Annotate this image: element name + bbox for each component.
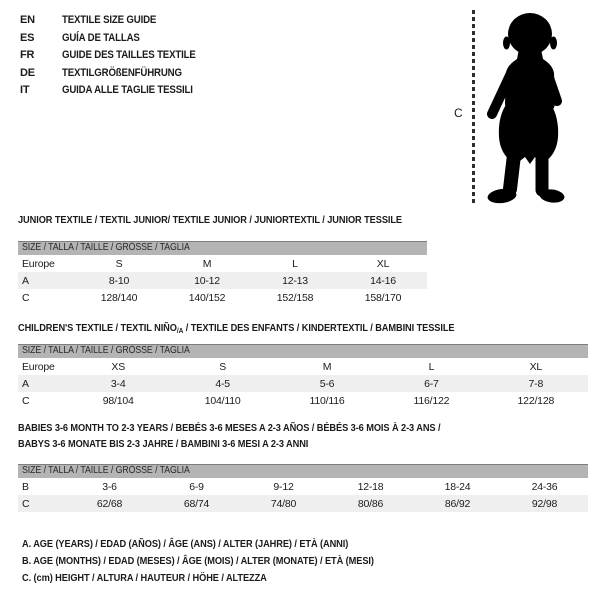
table-cell: XS (111, 360, 125, 373)
table-cell: 5-6 (319, 377, 335, 390)
table-cell: 110/116 (309, 394, 345, 407)
toddler-silhouette-graphic (483, 7, 573, 207)
children-size-table (18, 344, 588, 409)
table-row-europe (18, 255, 427, 272)
table-cell: 7-8 (528, 377, 544, 390)
table-cell: 158/170 (364, 291, 402, 304)
row-label: C (22, 394, 30, 407)
language-code: ES (20, 31, 35, 44)
size-header-label: SIZE / TALLA / TAILLE / GRÖSSE / TAGLIA (22, 465, 190, 476)
title-subscript: /A (176, 326, 184, 335)
table-cell: S (115, 257, 123, 270)
language-code: EN (20, 14, 35, 26)
table-cell: 14-16 (370, 274, 396, 287)
table-cell: 8-10 (108, 274, 130, 287)
table-cell: 18-24 (444, 480, 471, 493)
table-cell: 74/80 (270, 497, 297, 510)
table-cell: 24-36 (531, 480, 558, 493)
table-cell: 116/122 (413, 394, 450, 407)
table-cell: 62/68 (96, 497, 123, 510)
table-cell: 80/86 (357, 497, 384, 510)
size-header-label: SIZE / TALLA / TAILLE / GRÖSSE / TAGLIA (22, 345, 190, 356)
language-row (20, 47, 214, 65)
size-header-bar (18, 241, 427, 255)
table-row-age-months (18, 478, 588, 495)
table-row-height (18, 392, 588, 409)
language-label: GUÍA DE TALLAS (62, 31, 140, 44)
size-header-bar (18, 344, 588, 358)
table-cell: M (202, 257, 212, 270)
table-cell: L (292, 257, 298, 270)
table-cell: 68/74 (183, 497, 210, 510)
language-label: TEXTILE SIZE GUIDE (62, 14, 157, 26)
legend-line-a: A. AGE (YEARS) / EDAD (AÑOS) / ÂGE (ANS) / ALTER (JAHRE) / ETÀ (ANNI) (22, 538, 349, 550)
row-label: C (22, 291, 30, 304)
table-cell: 12-13 (282, 274, 308, 287)
table-row-height (18, 495, 588, 512)
table-cell: XL (376, 257, 390, 270)
measurement-legend (18, 536, 422, 588)
language-row (20, 65, 214, 83)
height-dimension-label: C (454, 106, 463, 120)
junior-table-title: JUNIOR TEXTILE / TEXTIL JUNIOR/ TEXTILE JUNIOR / JUNIORTEXTIL / JUNIOR TESSILE (18, 214, 403, 226)
language-row (20, 82, 214, 100)
row-label: A (22, 274, 29, 287)
row-label: B (22, 480, 29, 493)
table-cell: 4-5 (215, 377, 230, 390)
table-row-height (18, 289, 427, 306)
table-cell: S (219, 360, 227, 373)
table-cell: 6-9 (189, 480, 204, 493)
row-label: Europe (22, 360, 55, 373)
language-code: IT (20, 84, 30, 96)
table-cell: 3-4 (110, 377, 126, 390)
language-code: FR (20, 49, 35, 61)
table-cell: 140/152 (188, 291, 226, 304)
table-cell: 10-12 (194, 274, 220, 287)
language-label: GUIDE DES TAILLES TEXTILE (62, 49, 196, 61)
toddler-silhouette (483, 7, 573, 207)
size-header-label: SIZE / TALLA / TAILLE / GRÖSSE / TAGLIA (22, 242, 190, 253)
table-cell: 12-18 (357, 480, 384, 493)
legend-line-c: C. (cm) HEIGHT / ALTURA / HAUTEUR / HÖHE / ALTEZZA (22, 572, 267, 585)
table-cell: 152/158 (276, 291, 314, 304)
language-row (20, 30, 214, 48)
table-cell: M (322, 360, 332, 373)
language-list (20, 12, 214, 100)
height-measure-dashed-line (472, 10, 475, 206)
table-cell: 6-7 (424, 377, 439, 390)
size-header-bar (18, 464, 588, 478)
table-row-age (18, 272, 427, 289)
language-label: GUIDA ALLE TAGLIE TESSILI (62, 84, 193, 96)
language-row (20, 12, 214, 30)
row-label: C (22, 497, 30, 510)
table-cell: 9-12 (273, 480, 294, 493)
babies-table-title: BABIES 3-6 MONTH TO 2-3 YEARS / BEBÉS 3-6 MESES A 2-3 AÑOS / BÉBÉS 3-6 MOIS À 2-3 ANS / BABYS 3-6 MONATE BIS 2-3 JAHRE / BAMBINI 3-6 MESI A 2-3 ANNI (18, 422, 441, 450)
table-cell: 86/92 (444, 497, 471, 510)
legend-line-b: B. AGE (MONTHS) / EDAD (MESES) / ÂGE (MOIS) / ALTER (MONATE) / ETÀ (MESI) (22, 555, 374, 568)
language-label: TEXTILGRÖßENFÜHRUNG (62, 66, 182, 79)
row-label: Europe (22, 257, 55, 270)
table-cell: 92/98 (531, 497, 558, 510)
table-cell: XL (529, 360, 543, 373)
babies-size-table (18, 464, 588, 512)
junior-size-table (18, 241, 427, 306)
language-code: DE (20, 66, 35, 79)
table-cell: 104/110 (204, 394, 241, 407)
table-row-age (18, 375, 588, 392)
table-cell: L (428, 360, 435, 373)
table-cell: 128/140 (100, 291, 138, 304)
children-table-title: CHILDREN'S TEXTILE / TEXTIL $NIÑO_{/A}$ / TEXTILE DES ENFANTS / KINDERTEXTIL / BAMBINI TESSILE (18, 322, 455, 335)
row-label: A (22, 377, 29, 390)
table-cell: 98/104 (102, 394, 134, 407)
table-cell: 122/128 (517, 394, 555, 407)
table-cell: 3-6 (102, 480, 117, 493)
table-row-europe (18, 358, 588, 375)
